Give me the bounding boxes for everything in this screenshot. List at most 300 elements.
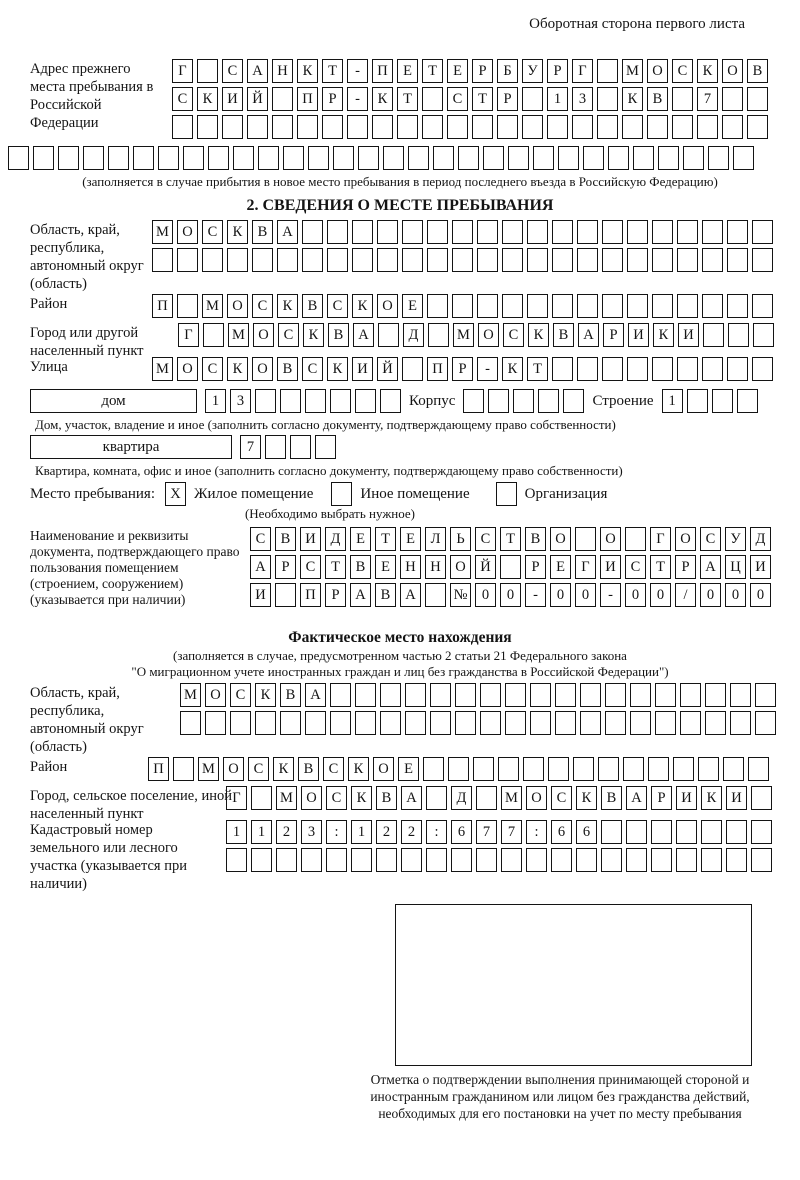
char-cell[interactable] bbox=[430, 711, 451, 735]
char-cell[interactable] bbox=[308, 146, 329, 170]
char-cell[interactable] bbox=[405, 711, 426, 735]
char-cell[interactable]: С bbox=[202, 357, 223, 381]
char-cell[interactable] bbox=[377, 220, 398, 244]
char-cell[interactable] bbox=[255, 389, 276, 413]
char-cell[interactable]: О bbox=[377, 294, 398, 318]
char-cell[interactable]: Р bbox=[603, 323, 624, 347]
char-cell[interactable] bbox=[202, 248, 223, 272]
char-cell[interactable] bbox=[472, 115, 493, 139]
char-cell[interactable]: В bbox=[647, 87, 668, 111]
char-cell[interactable] bbox=[152, 248, 173, 272]
char-cell[interactable]: О bbox=[253, 323, 274, 347]
char-cell[interactable] bbox=[355, 683, 376, 707]
char-cell[interactable] bbox=[605, 683, 626, 707]
char-cell[interactable] bbox=[377, 248, 398, 272]
char-cell[interactable] bbox=[580, 711, 601, 735]
char-cell[interactable]: Е bbox=[397, 59, 418, 83]
char-cell[interactable]: 1 bbox=[205, 389, 226, 413]
char-cell[interactable] bbox=[577, 357, 598, 381]
char-cell[interactable]: 1 bbox=[226, 820, 247, 844]
char-cell[interactable] bbox=[576, 848, 597, 872]
char-cell[interactable] bbox=[727, 357, 748, 381]
char-cell[interactable] bbox=[577, 294, 598, 318]
char-cell[interactable] bbox=[501, 848, 522, 872]
char-cell[interactable] bbox=[502, 248, 523, 272]
char-cell[interactable] bbox=[58, 146, 79, 170]
char-cell[interactable] bbox=[602, 220, 623, 244]
char-cell[interactable]: И bbox=[726, 786, 747, 810]
char-cell[interactable] bbox=[627, 220, 648, 244]
char-cell[interactable] bbox=[680, 683, 701, 707]
char-cell[interactable]: 2 bbox=[376, 820, 397, 844]
char-cell[interactable] bbox=[752, 357, 773, 381]
char-cell[interactable]: С bbox=[252, 294, 273, 318]
char-cell[interactable]: С bbox=[278, 323, 299, 347]
char-cell[interactable] bbox=[272, 115, 293, 139]
char-cell[interactable]: Л bbox=[425, 527, 446, 551]
char-cell[interactable] bbox=[552, 220, 573, 244]
char-cell[interactable]: В bbox=[277, 357, 298, 381]
char-cell[interactable] bbox=[327, 220, 348, 244]
char-cell[interactable]: Й bbox=[247, 87, 268, 111]
char-cell[interactable]: О bbox=[550, 527, 571, 551]
char-cell[interactable] bbox=[183, 146, 204, 170]
char-cell[interactable]: 7 bbox=[501, 820, 522, 844]
char-cell[interactable]: С bbox=[327, 294, 348, 318]
char-cell[interactable] bbox=[327, 248, 348, 272]
char-cell[interactable] bbox=[498, 757, 519, 781]
char-cell[interactable] bbox=[252, 248, 273, 272]
char-cell[interactable]: К bbox=[528, 323, 549, 347]
char-cell[interactable]: Е bbox=[375, 555, 396, 579]
char-cell[interactable]: С bbox=[551, 786, 572, 810]
char-cell[interactable] bbox=[655, 683, 676, 707]
char-cell[interactable]: И bbox=[600, 555, 621, 579]
char-cell[interactable] bbox=[177, 248, 198, 272]
char-cell[interactable] bbox=[608, 146, 629, 170]
stay-checkbox-organization[interactable] bbox=[496, 482, 517, 506]
char-cell[interactable] bbox=[652, 294, 673, 318]
char-cell[interactable]: В bbox=[375, 583, 396, 607]
char-cell[interactable]: А bbox=[277, 220, 298, 244]
char-cell[interactable] bbox=[247, 115, 268, 139]
char-cell[interactable]: М bbox=[180, 683, 201, 707]
char-cell[interactable] bbox=[330, 683, 351, 707]
char-cell[interactable] bbox=[477, 294, 498, 318]
char-cell[interactable] bbox=[455, 683, 476, 707]
char-cell[interactable] bbox=[601, 820, 622, 844]
char-cell[interactable]: П bbox=[297, 87, 318, 111]
char-cell[interactable]: М bbox=[152, 220, 173, 244]
char-cell[interactable] bbox=[397, 115, 418, 139]
char-cell[interactable]: К bbox=[255, 683, 276, 707]
char-cell[interactable]: : bbox=[526, 820, 547, 844]
char-cell[interactable] bbox=[527, 220, 548, 244]
char-cell[interactable]: О bbox=[647, 59, 668, 83]
char-cell[interactable] bbox=[380, 389, 401, 413]
char-cell[interactable] bbox=[477, 220, 498, 244]
char-cell[interactable] bbox=[630, 683, 651, 707]
char-cell[interactable]: О bbox=[227, 294, 248, 318]
char-cell[interactable] bbox=[751, 820, 772, 844]
char-cell[interactable]: К bbox=[277, 294, 298, 318]
char-cell[interactable] bbox=[627, 248, 648, 272]
char-cell[interactable] bbox=[447, 115, 468, 139]
char-cell[interactable] bbox=[402, 220, 423, 244]
char-cell[interactable]: К bbox=[227, 357, 248, 381]
char-cell[interactable] bbox=[737, 389, 758, 413]
char-cell[interactable] bbox=[177, 294, 198, 318]
char-cell[interactable]: С bbox=[250, 527, 271, 551]
char-cell[interactable] bbox=[683, 146, 704, 170]
char-cell[interactable] bbox=[751, 786, 772, 810]
char-cell[interactable]: И bbox=[352, 357, 373, 381]
char-cell[interactable]: О bbox=[373, 757, 394, 781]
char-cell[interactable]: Р bbox=[675, 555, 696, 579]
char-cell[interactable] bbox=[552, 294, 573, 318]
char-cell[interactable] bbox=[702, 220, 723, 244]
char-cell[interactable] bbox=[277, 248, 298, 272]
char-cell[interactable]: 0 bbox=[500, 583, 521, 607]
char-cell[interactable]: С bbox=[323, 757, 344, 781]
char-cell[interactable]: О bbox=[722, 59, 743, 83]
char-cell[interactable] bbox=[352, 248, 373, 272]
char-cell[interactable]: Р bbox=[525, 555, 546, 579]
char-cell[interactable] bbox=[702, 294, 723, 318]
char-cell[interactable] bbox=[676, 848, 697, 872]
char-cell[interactable]: С bbox=[672, 59, 693, 83]
char-cell[interactable] bbox=[605, 711, 626, 735]
char-cell[interactable] bbox=[408, 146, 429, 170]
char-cell[interactable] bbox=[355, 711, 376, 735]
char-cell[interactable] bbox=[727, 220, 748, 244]
char-cell[interactable]: Т bbox=[500, 527, 521, 551]
char-cell[interactable] bbox=[433, 146, 454, 170]
char-cell[interactable] bbox=[477, 248, 498, 272]
char-cell[interactable] bbox=[422, 87, 443, 111]
char-cell[interactable]: Т bbox=[422, 59, 443, 83]
char-cell[interactable] bbox=[422, 115, 443, 139]
char-cell[interactable]: А bbox=[626, 786, 647, 810]
char-cell[interactable]: Т bbox=[375, 527, 396, 551]
char-cell[interactable] bbox=[133, 146, 154, 170]
char-cell[interactable]: К bbox=[273, 757, 294, 781]
char-cell[interactable]: - bbox=[347, 59, 368, 83]
char-cell[interactable] bbox=[227, 248, 248, 272]
char-cell[interactable] bbox=[730, 711, 751, 735]
char-cell[interactable] bbox=[702, 357, 723, 381]
char-cell[interactable]: К bbox=[653, 323, 674, 347]
char-cell[interactable]: Р bbox=[651, 786, 672, 810]
char-cell[interactable] bbox=[427, 294, 448, 318]
char-cell[interactable] bbox=[755, 711, 776, 735]
char-cell[interactable] bbox=[322, 115, 343, 139]
char-cell[interactable] bbox=[551, 848, 572, 872]
char-cell[interactable] bbox=[755, 683, 776, 707]
char-cell[interactable]: 3 bbox=[301, 820, 322, 844]
char-cell[interactable]: Г bbox=[226, 786, 247, 810]
char-cell[interactable] bbox=[658, 146, 679, 170]
char-cell[interactable]: Р bbox=[322, 87, 343, 111]
char-cell[interactable]: С bbox=[700, 527, 721, 551]
char-cell[interactable]: В bbox=[252, 220, 273, 244]
char-cell[interactable] bbox=[405, 683, 426, 707]
char-cell[interactable] bbox=[427, 248, 448, 272]
char-cell[interactable] bbox=[480, 683, 501, 707]
char-cell[interactable]: К bbox=[197, 87, 218, 111]
char-cell[interactable]: 6 bbox=[551, 820, 572, 844]
char-cell[interactable]: К bbox=[502, 357, 523, 381]
char-cell[interactable] bbox=[548, 757, 569, 781]
char-cell[interactable]: Г bbox=[650, 527, 671, 551]
char-cell[interactable]: С bbox=[447, 87, 468, 111]
char-cell[interactable] bbox=[601, 848, 622, 872]
char-cell[interactable] bbox=[597, 59, 618, 83]
char-cell[interactable]: Т bbox=[325, 555, 346, 579]
char-cell[interactable]: Т bbox=[397, 87, 418, 111]
char-cell[interactable]: Ь bbox=[450, 527, 471, 551]
char-cell[interactable] bbox=[752, 248, 773, 272]
char-cell[interactable] bbox=[577, 248, 598, 272]
char-cell[interactable] bbox=[488, 389, 509, 413]
char-cell[interactable]: П bbox=[148, 757, 169, 781]
char-cell[interactable] bbox=[380, 683, 401, 707]
char-cell[interactable]: С bbox=[503, 323, 524, 347]
char-cell[interactable]: А bbox=[401, 786, 422, 810]
char-cell[interactable] bbox=[352, 220, 373, 244]
char-cell[interactable] bbox=[727, 294, 748, 318]
char-cell[interactable] bbox=[602, 294, 623, 318]
char-cell[interactable]: К bbox=[622, 87, 643, 111]
char-cell[interactable]: М bbox=[202, 294, 223, 318]
char-cell[interactable] bbox=[701, 848, 722, 872]
char-cell[interactable] bbox=[580, 683, 601, 707]
char-cell[interactable] bbox=[372, 115, 393, 139]
char-cell[interactable]: С bbox=[172, 87, 193, 111]
char-cell[interactable] bbox=[751, 848, 772, 872]
char-cell[interactable] bbox=[203, 323, 224, 347]
char-cell[interactable] bbox=[652, 220, 673, 244]
char-cell[interactable]: А bbox=[578, 323, 599, 347]
char-cell[interactable] bbox=[455, 711, 476, 735]
char-cell[interactable]: М bbox=[152, 357, 173, 381]
char-cell[interactable]: Г bbox=[575, 555, 596, 579]
char-cell[interactable]: В bbox=[553, 323, 574, 347]
char-cell[interactable] bbox=[513, 389, 534, 413]
char-cell[interactable]: И bbox=[300, 527, 321, 551]
char-cell[interactable] bbox=[547, 115, 568, 139]
char-cell[interactable] bbox=[305, 389, 326, 413]
char-cell[interactable] bbox=[158, 146, 179, 170]
char-cell[interactable] bbox=[623, 757, 644, 781]
char-cell[interactable] bbox=[672, 115, 693, 139]
char-cell[interactable] bbox=[401, 848, 422, 872]
char-cell[interactable]: С bbox=[222, 59, 243, 83]
char-cell[interactable] bbox=[301, 848, 322, 872]
char-cell[interactable] bbox=[376, 848, 397, 872]
stay-checkbox-other-premises[interactable] bbox=[331, 482, 352, 506]
char-cell[interactable] bbox=[523, 757, 544, 781]
char-cell[interactable] bbox=[598, 757, 619, 781]
char-cell[interactable] bbox=[208, 146, 229, 170]
char-cell[interactable]: Г bbox=[572, 59, 593, 83]
char-cell[interactable] bbox=[427, 220, 448, 244]
char-cell[interactable]: В bbox=[747, 59, 768, 83]
char-cell[interactable]: К bbox=[227, 220, 248, 244]
char-cell[interactable] bbox=[258, 146, 279, 170]
char-cell[interactable] bbox=[530, 683, 551, 707]
char-cell[interactable] bbox=[602, 357, 623, 381]
char-cell[interactable] bbox=[173, 757, 194, 781]
char-cell[interactable]: И bbox=[250, 583, 271, 607]
char-cell[interactable] bbox=[555, 683, 576, 707]
char-cell[interactable] bbox=[430, 683, 451, 707]
char-cell[interactable] bbox=[275, 583, 296, 607]
char-cell[interactable] bbox=[326, 848, 347, 872]
char-cell[interactable]: 0 bbox=[550, 583, 571, 607]
char-cell[interactable]: А bbox=[350, 583, 371, 607]
char-cell[interactable]: В bbox=[328, 323, 349, 347]
char-cell[interactable] bbox=[655, 711, 676, 735]
char-cell[interactable]: М bbox=[501, 786, 522, 810]
char-cell[interactable] bbox=[526, 848, 547, 872]
char-cell[interactable] bbox=[726, 848, 747, 872]
char-cell[interactable]: - bbox=[477, 357, 498, 381]
char-cell[interactable] bbox=[428, 323, 449, 347]
char-cell[interactable]: Р bbox=[547, 59, 568, 83]
char-cell[interactable] bbox=[351, 848, 372, 872]
char-cell[interactable]: С bbox=[302, 357, 323, 381]
char-cell[interactable] bbox=[705, 683, 726, 707]
char-cell[interactable] bbox=[722, 87, 743, 111]
char-cell[interactable] bbox=[33, 146, 54, 170]
char-cell[interactable]: В bbox=[601, 786, 622, 810]
char-cell[interactable]: К bbox=[352, 294, 373, 318]
char-cell[interactable]: Б bbox=[497, 59, 518, 83]
char-cell[interactable] bbox=[622, 115, 643, 139]
char-cell[interactable]: В bbox=[275, 527, 296, 551]
char-cell[interactable]: С bbox=[202, 220, 223, 244]
char-cell[interactable] bbox=[302, 220, 323, 244]
char-cell[interactable]: Н bbox=[272, 59, 293, 83]
char-cell[interactable] bbox=[458, 146, 479, 170]
char-cell[interactable] bbox=[648, 757, 669, 781]
char-cell[interactable] bbox=[627, 357, 648, 381]
char-cell[interactable] bbox=[8, 146, 29, 170]
char-cell[interactable] bbox=[530, 711, 551, 735]
char-cell[interactable]: В bbox=[525, 527, 546, 551]
char-cell[interactable] bbox=[673, 757, 694, 781]
char-cell[interactable]: 7 bbox=[240, 435, 261, 459]
char-cell[interactable] bbox=[426, 786, 447, 810]
char-cell[interactable]: 0 bbox=[475, 583, 496, 607]
char-cell[interactable] bbox=[572, 115, 593, 139]
char-cell[interactable] bbox=[497, 115, 518, 139]
char-cell[interactable] bbox=[452, 294, 473, 318]
char-cell[interactable]: А bbox=[250, 555, 271, 579]
char-cell[interactable] bbox=[583, 146, 604, 170]
char-cell[interactable]: О bbox=[301, 786, 322, 810]
char-cell[interactable]: Т bbox=[472, 87, 493, 111]
stay-checkbox-residential[interactable]: X bbox=[165, 482, 186, 506]
char-cell[interactable]: И bbox=[628, 323, 649, 347]
char-cell[interactable]: Г bbox=[172, 59, 193, 83]
char-cell[interactable]: Н bbox=[425, 555, 446, 579]
char-cell[interactable] bbox=[305, 711, 326, 735]
char-cell[interactable] bbox=[222, 115, 243, 139]
char-cell[interactable]: Н bbox=[400, 555, 421, 579]
char-cell[interactable] bbox=[290, 435, 311, 459]
char-cell[interactable]: А bbox=[305, 683, 326, 707]
char-cell[interactable]: О bbox=[177, 220, 198, 244]
char-cell[interactable]: К bbox=[297, 59, 318, 83]
char-cell[interactable]: Е bbox=[402, 294, 423, 318]
char-cell[interactable] bbox=[677, 220, 698, 244]
char-cell[interactable] bbox=[108, 146, 129, 170]
char-cell[interactable] bbox=[451, 848, 472, 872]
char-cell[interactable]: О bbox=[526, 786, 547, 810]
char-cell[interactable] bbox=[698, 757, 719, 781]
char-cell[interactable]: М bbox=[453, 323, 474, 347]
char-cell[interactable]: А bbox=[353, 323, 374, 347]
char-cell[interactable] bbox=[672, 87, 693, 111]
char-cell[interactable] bbox=[500, 555, 521, 579]
char-cell[interactable] bbox=[652, 248, 673, 272]
char-cell[interactable]: 7 bbox=[476, 820, 497, 844]
char-cell[interactable]: О bbox=[600, 527, 621, 551]
char-cell[interactable] bbox=[426, 848, 447, 872]
char-cell[interactable] bbox=[712, 389, 733, 413]
char-cell[interactable] bbox=[703, 323, 724, 347]
char-cell[interactable] bbox=[251, 848, 272, 872]
char-cell[interactable] bbox=[702, 248, 723, 272]
char-cell[interactable] bbox=[747, 87, 768, 111]
char-cell[interactable] bbox=[752, 220, 773, 244]
char-cell[interactable]: В bbox=[350, 555, 371, 579]
char-cell[interactable]: К bbox=[303, 323, 324, 347]
char-cell[interactable] bbox=[651, 848, 672, 872]
char-cell[interactable]: А bbox=[400, 583, 421, 607]
char-cell[interactable] bbox=[625, 527, 646, 551]
char-cell[interactable]: С bbox=[300, 555, 321, 579]
char-cell[interactable]: Т bbox=[527, 357, 548, 381]
char-cell[interactable]: С bbox=[475, 527, 496, 551]
char-cell[interactable]: С bbox=[230, 683, 251, 707]
char-cell[interactable]: Т bbox=[322, 59, 343, 83]
char-cell[interactable]: 1 bbox=[351, 820, 372, 844]
char-cell[interactable] bbox=[315, 435, 336, 459]
char-cell[interactable] bbox=[533, 146, 554, 170]
char-cell[interactable]: Е bbox=[398, 757, 419, 781]
char-cell[interactable] bbox=[697, 115, 718, 139]
char-cell[interactable] bbox=[180, 711, 201, 735]
char-cell[interactable] bbox=[297, 115, 318, 139]
char-cell[interactable]: Р bbox=[497, 87, 518, 111]
char-cell[interactable] bbox=[677, 357, 698, 381]
char-cell[interactable] bbox=[197, 115, 218, 139]
char-cell[interactable]: У bbox=[522, 59, 543, 83]
char-cell[interactable]: 6 bbox=[451, 820, 472, 844]
char-cell[interactable]: О bbox=[478, 323, 499, 347]
char-cell[interactable]: - bbox=[525, 583, 546, 607]
char-cell[interactable]: П bbox=[372, 59, 393, 83]
char-cell[interactable]: О bbox=[252, 357, 273, 381]
char-cell[interactable]: Й bbox=[377, 357, 398, 381]
char-cell[interactable] bbox=[575, 527, 596, 551]
char-cell[interactable] bbox=[423, 757, 444, 781]
char-cell[interactable] bbox=[627, 294, 648, 318]
char-cell[interactable]: : bbox=[426, 820, 447, 844]
